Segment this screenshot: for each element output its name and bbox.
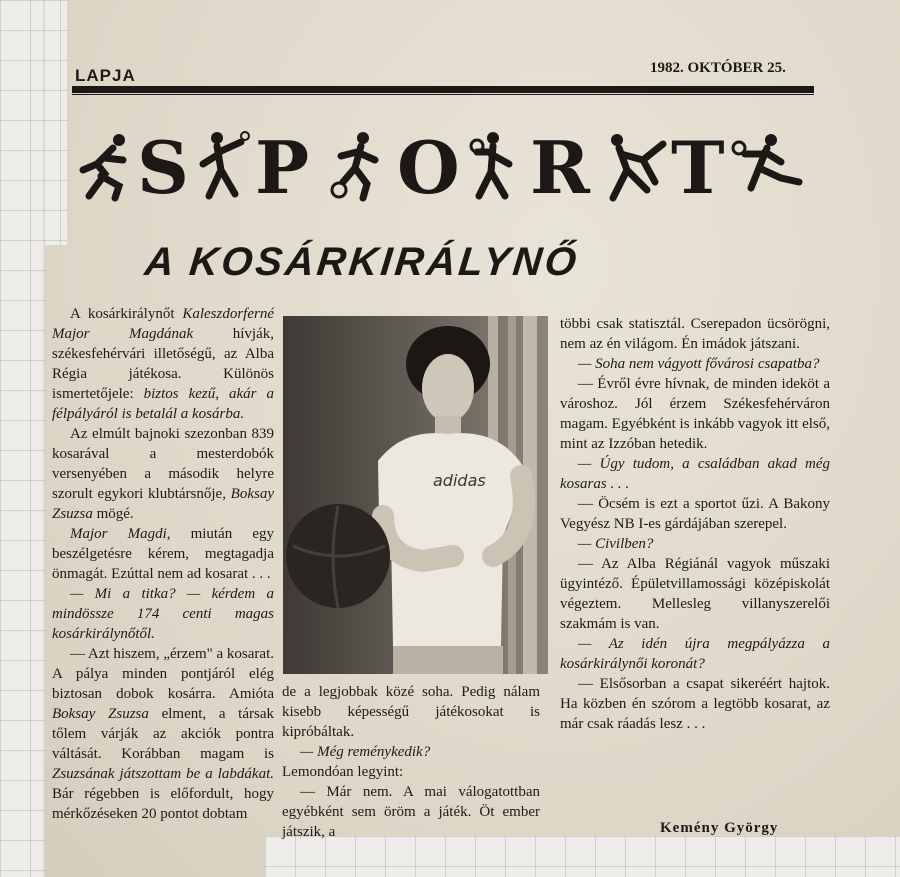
question: — Civilben?	[578, 536, 654, 552]
question: — Mi a titka? — kérdem a mindössze 174 centi magas kosárkirálynőtől.	[52, 586, 274, 642]
handball-figure-icon	[195, 130, 255, 202]
football-figure-icon	[327, 130, 391, 202]
rowing-figure-icon	[603, 130, 669, 202]
masthead-rule-thin	[72, 94, 814, 95]
paragraph: — Öcsém is ezt a sportot űzi. A Bakony Vegyész NB I-es gárdájában szerepel.	[560, 496, 830, 532]
paragraph: Az elmúlt bajnoki szezonban 839 kosarával a mesterdobók versenyében a második helyre szorult egykori klubtársnője, Boksay Zsuzsa mögé.	[52, 426, 274, 522]
article-column-1	[52, 304, 274, 876]
paragraph: többi csak statisztál. Cserepadon ücsörögni, nem az én világom. Én imádok játszani.	[560, 316, 830, 352]
masthead-paper-name: LAPJA	[75, 66, 136, 85]
running-figure-icon	[75, 130, 135, 202]
article-byline: Kemény György	[660, 820, 779, 836]
paragraph: — Elsősorban a csapat sikeréért hajtok. Ha közben én szórom a legtöbb kosarat, az már csak ráadás lesz . . .	[560, 676, 830, 732]
article-headline: A KOSÁRKIRÁLYNŐ	[142, 240, 582, 284]
article-column-3	[560, 314, 830, 734]
clipping-bottom-cut	[265, 836, 900, 877]
paragraph: — Már nem. A mai válogatottban egyébként sem öröm a játék. Öt ember játszik, a	[282, 784, 540, 840]
question: — Soha nem vágyott fővárosi csapatba?	[578, 356, 820, 372]
masthead-rule	[72, 86, 814, 93]
paragraph: Lemondóan legyint:	[282, 764, 404, 780]
question: — Még reménykedik?	[300, 744, 431, 760]
player-with-basketball-photo	[283, 316, 548, 674]
question: — Az idén újra megpályázza a kosárkirálynői koronát?	[560, 636, 830, 672]
paragraph: Major Magdi, miután egy beszélgetésre kérem, megtagadja önmagát. Ezúttal nem ad kosarat . . .	[52, 526, 274, 582]
paragraph: A kosárkirálynőt Kaleszdorferné Major Magdának hívják, székesfehérvári illetőségű, az Alba Régia játékosa. Különös ismertetőjele: biztos kezű, akár a félpályáról is betalál a kosárba.	[52, 306, 274, 422]
volleyball-figure-icon	[727, 130, 803, 202]
question: — Úgy tudom, a családban akad még kosaras . . .	[560, 456, 830, 492]
sport-section-banner	[75, 125, 805, 210]
banner-letter-t: T	[671, 125, 725, 210]
article-column-2	[282, 682, 540, 842]
banner-letter-s: S	[137, 125, 189, 210]
shirt-logo-text: adidas	[433, 471, 486, 490]
paragraph: — Az Alba Régiánál vagyok műszaki ügyintéző. Épületvillamossági középiskolát végeztem. Mellesleg villanyszerelői szakmám is van.	[560, 556, 830, 632]
masthead-date: 1982. OKTÓBER 25.	[650, 60, 786, 76]
player-photo	[283, 316, 548, 674]
clipping-cut-edge	[45, 0, 67, 245]
paragraph: de a legjobbak közé soha. Pedig nálam kisebb képességű játékosokat is kipróbáltak.	[282, 684, 540, 740]
banner-letter-o: O	[397, 125, 460, 210]
paragraph: — Évről évre hívnak, de minden ideköt a városhoz. Jól érzem Székesfehérváron magam. Egyébként is inkább vagyok itt első, mint az Izzóban hetedik.	[560, 376, 830, 452]
basketball-figure-icon	[463, 130, 523, 202]
banner-letter-r: R	[530, 125, 590, 210]
paragraph: — Azt hiszem, „érzem" a kosarat. A pálya minden pontjáról elég biztosan dobok kosárra. Amióta Boksay Zsuzsa elment, a társak tőlem várják az akciók pontra váltását. Korábban magam is Zsuzsának játszottam be a labdákat. Bár régebben is előfordult, hogy mérkőzéseken 20 pontot dobtam	[52, 646, 274, 822]
banner-letter-p: P	[255, 125, 310, 210]
